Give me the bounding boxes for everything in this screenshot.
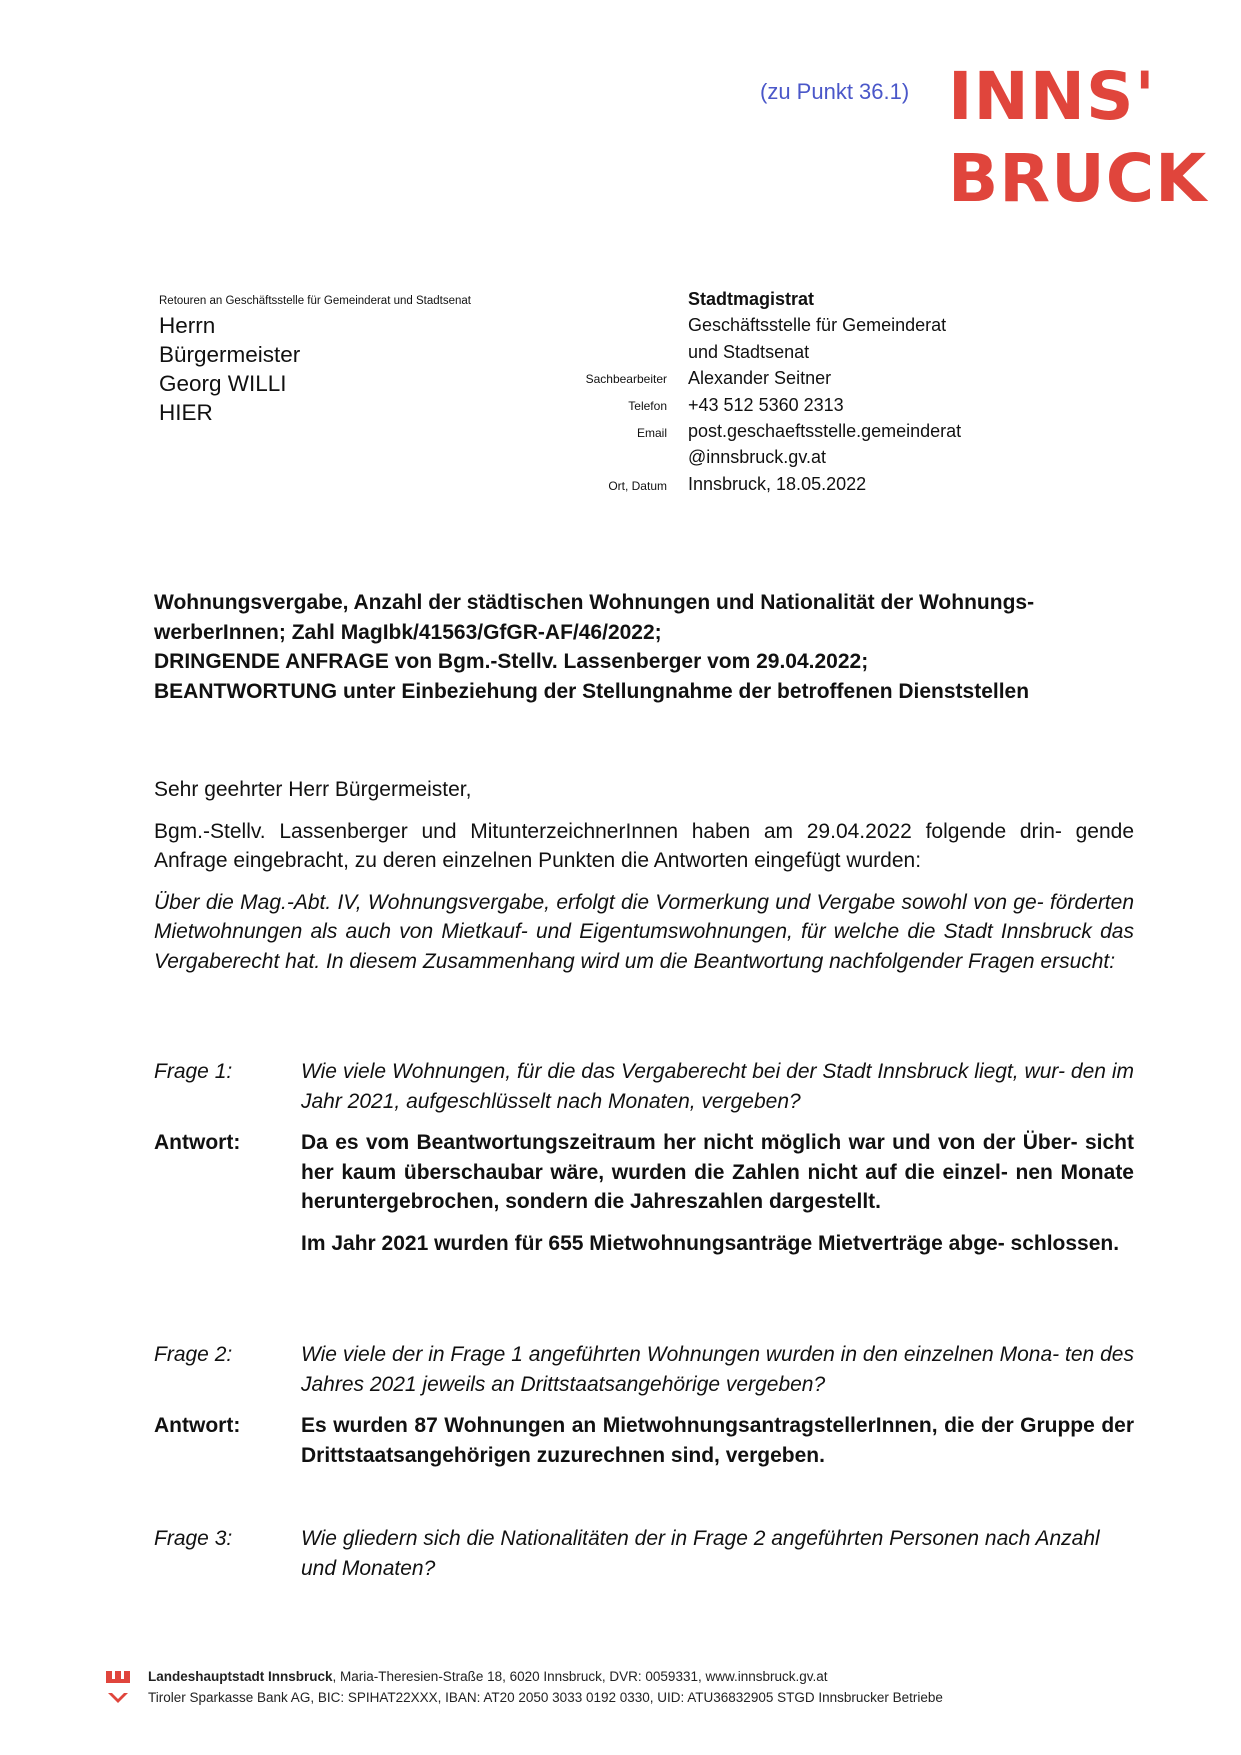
answer-text: Es wurden 87 Wohnungen an MietwohnungsantragstellerInnen, die der Gruppe der Drittstaatsangehörigen zuzurechnen sind, vergeben. xyxy=(301,1414,1134,1467)
recipient-line: Herrn xyxy=(159,313,216,338)
recipient-line: Georg WILLI xyxy=(159,371,287,396)
salutation: Sehr geehrter Herr Bürgermeister, xyxy=(154,778,472,801)
recipient-line: HIER xyxy=(159,400,213,425)
email-address: @innsbruck.gv.at xyxy=(688,447,826,468)
question-label: Frage 2: xyxy=(154,1343,233,1366)
question-label: Frage 3: xyxy=(154,1527,233,1550)
footer-address: , Maria-Theresien-Straße 18, 6020 Innsbruck, DVR: 0059331, www.innsbruck.gv.at xyxy=(332,1669,828,1684)
return-address: Retouren an Geschäftsstelle für Gemeinderat und Stadtsenat xyxy=(159,295,471,307)
answer-text: Da es vom Beantwortungszeitraum her nicht möglich war und von der Über- sicht her kaum überschaubar wäre, wurden die Zahlen nicht auf die einzel- nen Monate heruntergebrochen, sondern die Jahreszahlen dargestellt. xyxy=(301,1131,1134,1213)
letter-body xyxy=(154,775,1134,976)
logo-line-1: INNS' xyxy=(948,58,1156,135)
answer-label: Antwort: xyxy=(154,1131,241,1154)
place-date: Innsbruck, 18.05.2022 xyxy=(688,473,867,494)
phone-label: Telefon xyxy=(628,399,667,413)
footer-city-name: Landeshauptstadt Innsbruck xyxy=(148,1669,333,1684)
date-label: Ort, Datum xyxy=(608,479,667,493)
logo-line-2: BRUCK xyxy=(948,140,1208,217)
subject-line: BEANTWORTUNG unter Einbeziehung der Stellungnahme der betroffenen Dienststellen xyxy=(154,679,1030,703)
answer-text: Im Jahr 2021 wurden für 655 Mietwohnungsanträge Mietverträge abge- schlossen. xyxy=(301,1231,1120,1255)
subject-line: DRINGENDE ANFRAGE von Bgm.-Stellv. Lassenberger vom 29.04.2022; xyxy=(154,650,869,673)
subject-line: Wohnungsvergabe, Anzahl der städtischen Wohnungen und Nationalität der Wohnungs- xyxy=(154,591,1035,614)
recipient-line: Bürgermeister xyxy=(159,342,301,367)
subject-line: werberInnen; Zahl MagIbk/41563/GfGR-AF/46/2022; xyxy=(154,620,662,644)
email-address: post.geschaeftsstelle.gemeinderat xyxy=(688,421,962,442)
question-text: Wie viele der in Frage 1 angeführten Wohnungen wurden in den einzelnen Mona- ten des Jahres 2021 jeweils an Drittstaatsangehörige vergeben? xyxy=(301,1343,1134,1396)
sparkasse-icon xyxy=(104,1690,132,1706)
innsbruck-logo xyxy=(948,56,1208,220)
reference-note: (zu Punkt 36.1) xyxy=(760,79,910,104)
question-label: Frage 1: xyxy=(154,1060,233,1083)
answer-label: Antwort: xyxy=(154,1414,241,1437)
phone-number: +43 512 5360 2313 xyxy=(688,394,844,415)
question-block-3 xyxy=(154,1524,1134,1583)
recipient-block xyxy=(159,311,300,427)
innsbruck-eagle-icon xyxy=(104,1669,132,1685)
footer xyxy=(100,1666,1200,1708)
email-label: Email xyxy=(636,426,667,440)
question-text: Wie viele Wohnungen, für die das Vergaberecht bei der Stadt Innsbruck liegt, wur- den im Jahr 2021, aufgeschlüsselt nach Monaten, vergeben? xyxy=(301,1060,1134,1113)
question-block-1 xyxy=(154,1057,1134,1258)
sender-block xyxy=(688,286,961,497)
department-line: Geschäftsstelle für Gemeinderat xyxy=(688,315,947,336)
intro-paragraph: Bgm.-Stellv. Lassenberger und MitunterzeichnerInnen haben am 29.04.2022 folgende drin- gende Anfrage eingebracht, zu deren einzelnen Punkten die Antworten eingefügt wurden: xyxy=(154,819,1134,872)
department-line: und Stadtsenat xyxy=(688,341,810,362)
question-block-2 xyxy=(154,1340,1134,1470)
clerk-name: Alexander Seitner xyxy=(688,368,832,389)
footer-bank-details: Tiroler Sparkasse Bank AG, BIC: SPIHAT22XXX, IBAN: AT20 2050 3033 0192 0330, UID: ATU36832905 STGD Innsbrucker Betriebe xyxy=(148,1690,943,1705)
quote-paragraph: Über die Mag.-Abt. IV, Wohnungsvergabe, erfolgt die Vormerkung und Vergabe sowohl von ge- förderten Mietwohnungen als auch von Mietkauf- und Eigentumswohnungen, für welche die Stadt Innsbruck das Vergaberecht hat. In diesem Zusammenhang wird um die Beantwortung nachfolgender Fragen ersucht: xyxy=(154,890,1134,973)
office-name: Stadtmagistrat xyxy=(688,289,815,309)
question-text: Wie gliedern sich die Nationalitäten der in Frage 2 angeführten Personen nach Anzahl und Monaten? xyxy=(301,1527,1100,1580)
clerk-label: Sachbearbeiter xyxy=(585,372,667,386)
subject-block xyxy=(154,588,1134,706)
